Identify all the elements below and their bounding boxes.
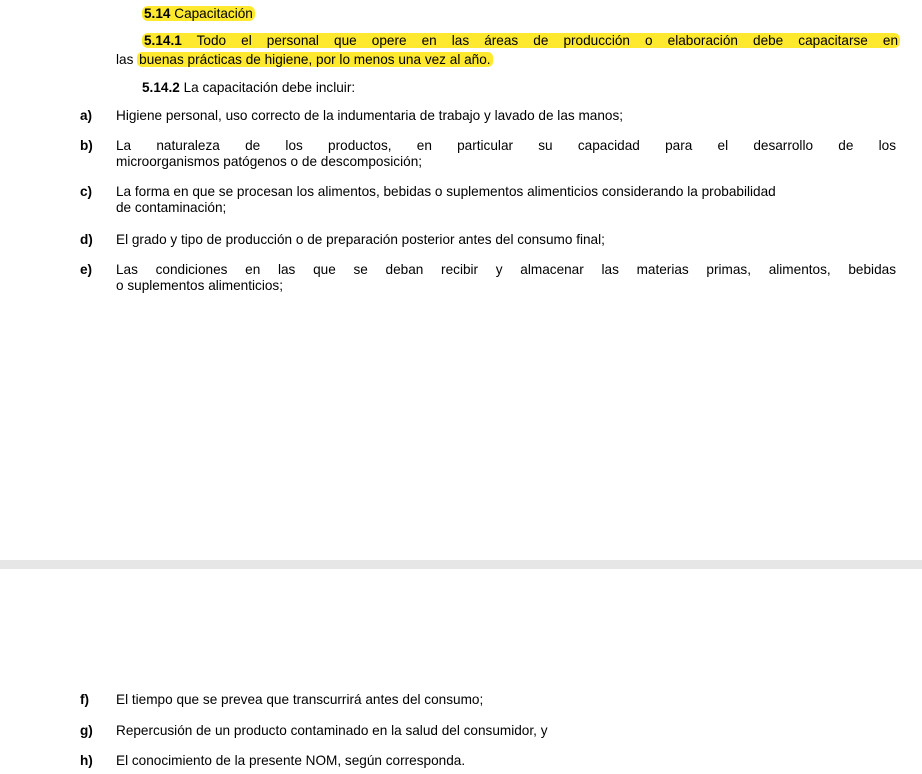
list-item-letter: c) bbox=[80, 184, 93, 199]
list-item-letter: h) bbox=[80, 753, 93, 768]
paragraph-text-prefix: las bbox=[116, 52, 134, 67]
section-title: Capacitación bbox=[174, 6, 253, 21]
paragraph-number: 5.14.2 bbox=[142, 80, 180, 95]
paragraph-number: 5.14.1 bbox=[144, 33, 182, 48]
list-item-letter: b) bbox=[80, 138, 93, 153]
list-item-text: La forma en que se procesan los alimentos, bebidas o suplementos alimenticios considerando la probabilidad de contaminación; bbox=[116, 184, 776, 215]
list-item-text: Repercusión de un producto contaminado en la salud del consumidor, y bbox=[116, 723, 548, 738]
paragraph-text: La capacitación debe incluir: bbox=[183, 80, 356, 95]
list-item-text: El conocimiento de la presente NOM, según corresponda. bbox=[116, 753, 466, 768]
paragraph-5-14-1-line1 bbox=[142, 33, 900, 48]
page-break-divider bbox=[0, 560, 922, 569]
paragraph-text: Todo el personal que opere en las áreas de producción o elaboración debe capacitarse en bbox=[196, 33, 899, 48]
list-item-text: El tiempo que se prevea que transcurrirá antes del consumo; bbox=[116, 692, 484, 707]
paragraph-text-highlight: buenas prácticas de higiene, por lo menos una vez al año. bbox=[139, 52, 491, 67]
section-heading bbox=[142, 6, 255, 21]
list-item-letter: a) bbox=[80, 108, 93, 123]
list-item-text: Higiene personal, uso correcto de la indumentaria de trabajo y lavado de las manos; bbox=[116, 108, 624, 123]
list-item-text: La naturaleza de los productos, en particular su capacidad para el desarrollo de los microorganismos patógenos o de descomposición; bbox=[116, 138, 896, 169]
list-item-letter: e) bbox=[80, 262, 93, 277]
list-item-letter: g) bbox=[80, 723, 93, 738]
paragraph-5-14-1-line2 bbox=[116, 52, 493, 67]
section-number: 5.14 bbox=[144, 6, 171, 21]
list-item-text: El grado y tipo de producción o de preparación posterior antes del consumo final; bbox=[116, 232, 605, 247]
paragraph-5-14-1 bbox=[142, 33, 900, 48]
list-item-text: Las condiciones en las que se deban recibir y almacenar las materias primas, alimentos, bebidas o suplementos alimenticios; bbox=[116, 262, 896, 293]
list-item-letter: f) bbox=[80, 692, 90, 707]
paragraph-5-14-2 bbox=[142, 80, 355, 95]
list-item-letter: d) bbox=[80, 232, 93, 247]
